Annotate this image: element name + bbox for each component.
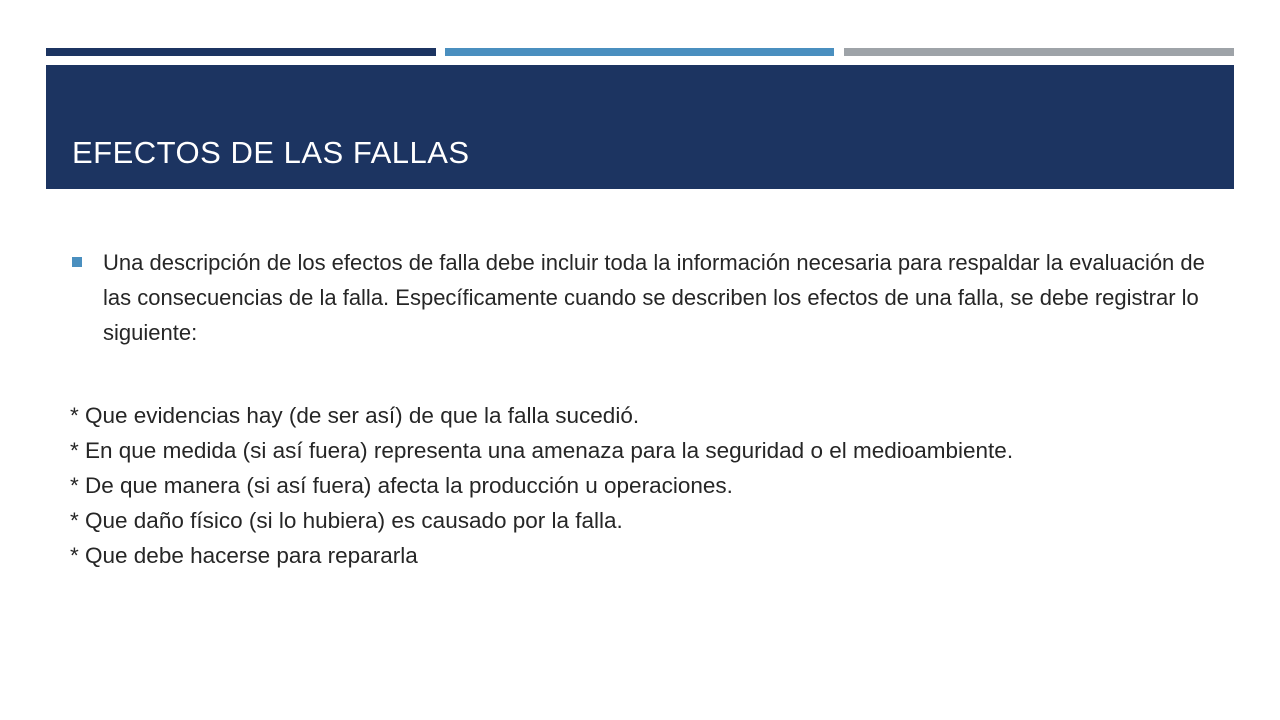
bullet-item [72, 245, 1222, 350]
square-bullet-icon [72, 257, 82, 267]
effects-list [70, 398, 1250, 573]
accent-bar-blue [445, 48, 834, 56]
title-band [46, 65, 1234, 189]
effect-item: * Que evidencias hay (de ser así) de que la falla sucedió. [70, 403, 640, 428]
bullet-text: Una descripción de los efectos de falla debe incluir toda la información necesaria para respaldar la evaluación de las consecuencias de la falla. Específicamente cuando se describen los efectos de una falla, se debe registrar lo siguiente: [103, 250, 1205, 345]
effect-item: * De que manera (si así fuera) afecta la producción u operaciones. [70, 473, 733, 498]
slide-title: EFECTOS DE LAS FALLAS [72, 135, 470, 170]
effect-item: * Que debe hacerse para repararla [70, 543, 418, 568]
accent-bar-gray [844, 48, 1234, 56]
effect-item: * Que daño físico (si lo hubiera) es causado por la falla. [70, 508, 623, 533]
accent-bar-dark [46, 48, 436, 56]
effect-item: * En que medida (si así fuera) representa una amenaza para la seguridad o el medioambiente. [70, 438, 1014, 463]
